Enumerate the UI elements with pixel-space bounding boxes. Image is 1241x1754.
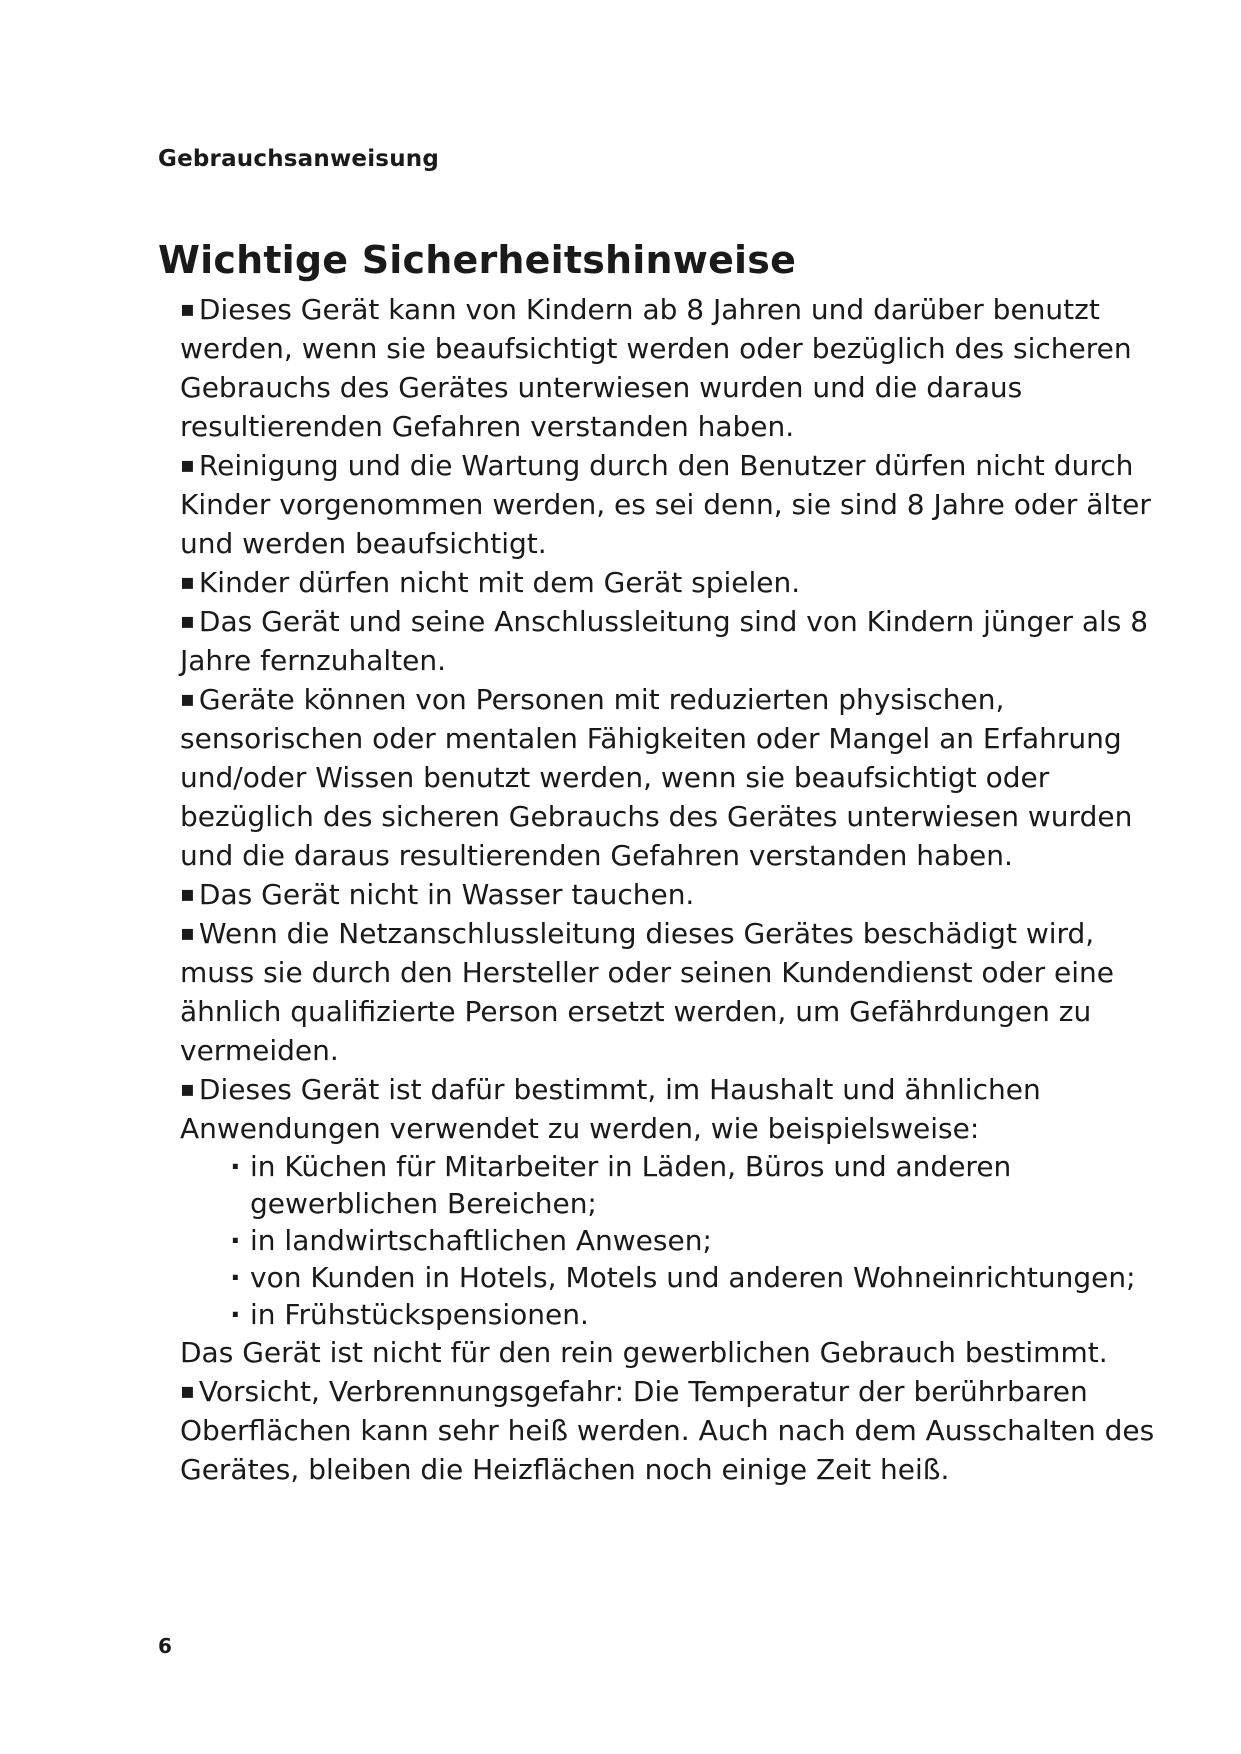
dot-bullet-icon: · [230, 1261, 241, 1294]
square-bullet-icon: ▪ [180, 453, 195, 478]
safety-item-cleaning [180, 446, 1170, 563]
square-bullet-icon: ▪ [180, 1379, 195, 1404]
square-bullet-icon: ▪ [180, 882, 195, 907]
list-item [180, 1148, 1170, 1222]
list-item [180, 1296, 1170, 1333]
safety-item-text: Vorsicht, Verbrennungsgefahr: Die Temperatur der berührbaren Oberflächen kann sehr heiß werden. Auch nach dem Ausschalten des Gerätes, bleiben die Heizflächen noch einige Zeit heiß. [180, 1375, 1155, 1486]
safety-item-no-water [180, 875, 1170, 914]
square-bullet-icon: ▪ [180, 687, 195, 712]
square-bullet-icon: ▪ [180, 570, 195, 595]
list-item-text: von Kunden in Hotels, Motels und anderen Wohneinrichtungen; [250, 1261, 1136, 1294]
safety-item-keep-away [180, 602, 1170, 680]
safety-item-text: Geräte können von Personen mit reduzierten physischen, sensorischen oder mentalen Fähigkeiten oder Mangel an Erfahrung und/oder Wissen benutzt werden, wenn sie beaufsichtigt oder bezüglich des sicheren Gebrauchs des Gerätes unterwiesen wurden und die daraus resultierenden Gefahren verstanden haben. [180, 683, 1133, 872]
safety-item-text: Dieses Gerät kann von Kindern ab 8 Jahren und darüber benutzt werden, wenn sie beaufsichtigt werden oder bezüglich des sicheren Gebrauchs des Gerätes unterwiesen wurden und die daraus resultierenden Gefahren verstanden haben. [180, 293, 1132, 443]
safety-item-burn-warning [180, 1372, 1170, 1489]
commercial-use-note: Das Gerät ist nicht für den rein gewerblichen Gebrauch bestimmt. [180, 1336, 1108, 1369]
safety-item-text: Wenn die Netzanschlussleitung dieses Gerätes beschädigt wird, muss sie durch den Hersteller oder seinen Kundendienst oder eine ähnlich qualifizierte Person ersetzt werden, um Gefährdungen zu vermeiden. [180, 917, 1114, 1067]
safety-item-text: Kinder dürfen nicht mit dem Gerät spielen. [198, 566, 801, 599]
square-bullet-icon: ▪ [180, 921, 195, 946]
safety-item-children-use [180, 290, 1170, 446]
page-number: 6 [158, 1634, 172, 1658]
list-item-text: in landwirtschaftlichen Anwesen; [250, 1224, 712, 1257]
running-header: Gebrauchsanweisung [158, 146, 440, 172]
safety-item-text: Dieses Gerät ist dafür bestimmt, im Haushalt und ähnlichen Anwendungen verwendet zu werden, wie beispielsweise: [180, 1073, 1041, 1145]
list-item [180, 1259, 1170, 1296]
safety-item-text: Reinigung und die Wartung durch den Benutzer dürfen nicht durch Kinder vorgenommen werden, es sei denn, sie sind 8 Jahre oder älter und werden beaufsichtigt. [180, 449, 1151, 560]
intended-use-list [180, 1148, 1170, 1333]
safety-instructions [180, 290, 1170, 1489]
safety-item-no-play [180, 563, 1170, 602]
safety-item-reduced-capabilities [180, 680, 1170, 875]
section-title: Wichtige Sicherheitshinweise [158, 238, 797, 282]
safety-item-text: Das Gerät und seine Anschlussleitung sind von Kindern jünger als 8 Jahre fernzuhalten. [180, 605, 1149, 677]
safety-item-intended-use [180, 1070, 1170, 1148]
list-item [180, 1222, 1170, 1259]
safety-item-damaged-cable [180, 914, 1170, 1070]
square-bullet-icon: ▪ [180, 609, 195, 634]
square-bullet-icon: ▪ [180, 297, 195, 322]
safety-item-text: Das Gerät nicht in Wasser tauchen. [198, 878, 695, 911]
dot-bullet-icon: · [230, 1150, 241, 1183]
square-bullet-icon: ▪ [180, 1077, 195, 1102]
dot-bullet-icon: · [230, 1298, 241, 1331]
list-item-text: in Frühstückspensionen. [250, 1298, 589, 1331]
list-item-text: in Küchen für Mitarbeiter in Läden, Büros und anderen gewerblichen Bereichen; [250, 1150, 1012, 1220]
dot-bullet-icon: · [230, 1224, 241, 1257]
